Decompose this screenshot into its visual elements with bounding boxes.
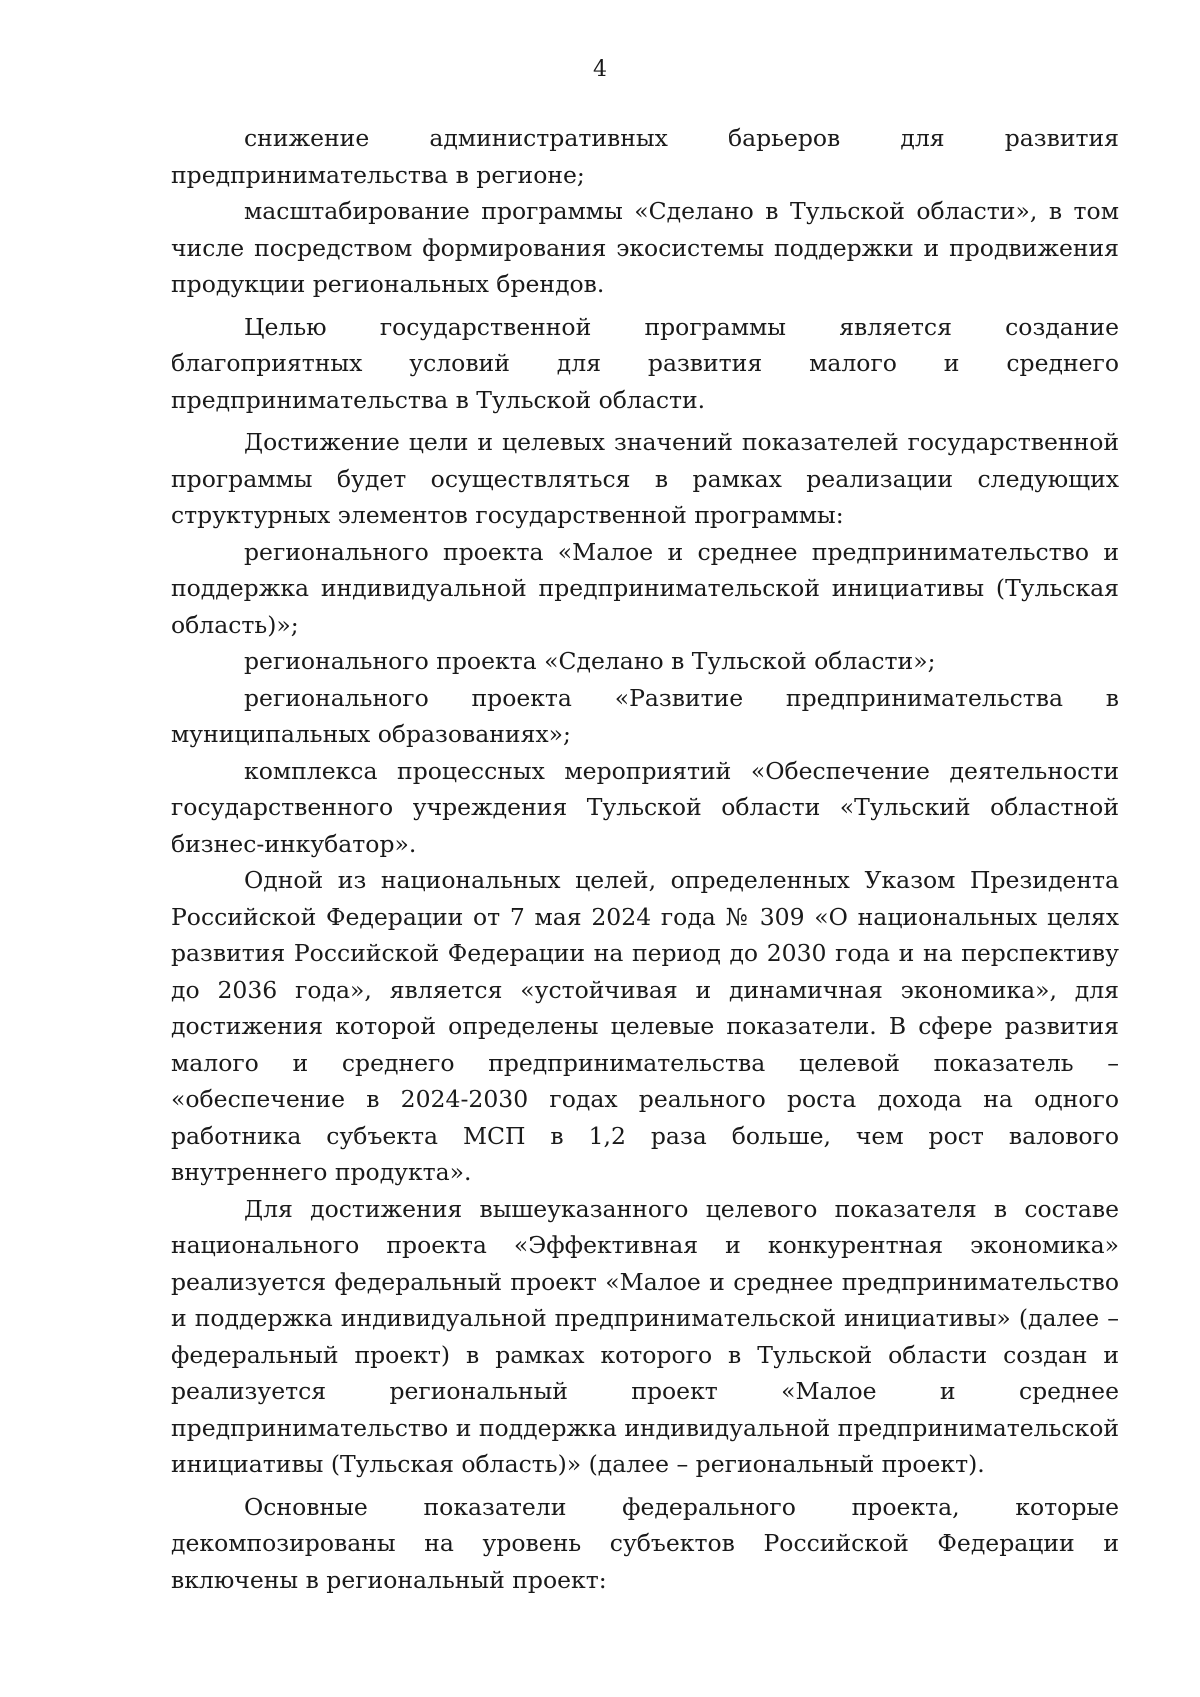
paragraph-national-goals: Одной из национальных целей, определенных Указом Президента Российской Федерации от 7 мая 2024 года № 309 «О национальных целях развития Российской Федерации на период до 2030 года и на перспективу до 2036 года», является «устойчивая и динамичная экономика», для достижения которой определены целевые показатели. В сфере развития малого и среднего предпринимательства целевой показатель – «обеспечение в 2024-2030 годах реального роста дохода на одного работника субъекта МСП в 1,2 раза больше, чем рост валового внутреннего продукта». bbox=[171, 866, 1119, 1186]
paragraph-federal-project: Для достижения вышеуказанного целевого показателя в составе национального проекта «Эффективная и конкурентная экономика» реализуется федеральный проект «Малое и среднее предпринимательство и поддержка индивидуальной предпринимательской инициативы» (далее – федеральный проект) в рамках которого в Тульской области создан и реализуется региональный проект «Малое и среднее предпринимательство и поддержка индивидуальной предпринимательской инициативы (Тульская область)» (далее – региональный проект). bbox=[171, 1194, 1120, 1478]
page-number: 4 bbox=[593, 57, 607, 82]
paragraph-regional-project-municipal: регионального проекта «Развитие предпринимательства в муниципальных образованиях»; bbox=[171, 683, 1119, 748]
document-body bbox=[171, 120, 1119, 1598]
paragraph-admin-barriers: снижение административных барьеров для развития предпринимательства в регионе; bbox=[171, 124, 1119, 189]
paragraph-goal-achievement: Достижение цели и целевых значений показателей государственной программы будет осуществляться в рамках реализации следующих структурных элементов государственной программы: bbox=[171, 428, 1119, 529]
paragraph-process-measures: комплекса процессных мероприятий «Обеспечение деятельности государственного учреждения Тульской области «Тульский областной бизнес-инкубатор». bbox=[171, 756, 1119, 858]
paragraph-program-scaling: масштабирование программы «Сделано в Тульской области», в том числе посредством формирования экосистемы поддержки и продвижения продукции региональных брендов. bbox=[171, 197, 1119, 298]
paragraph-regional-project-made-in-tula: регионального проекта «Сделано в Тульской области»; bbox=[244, 647, 936, 675]
paragraph-main-indicators: Основные показатели федерального проекта, которые декомпозированы на уровень субъектов Российской Федерации и включены в региональный проект: bbox=[171, 1492, 1119, 1594]
paragraph-regional-project-msp: регионального проекта «Малое и среднее предпринимательство и поддержка индивидуальной предпринимательской инициативы (Тульская область)»; bbox=[171, 537, 1119, 639]
paragraph-program-goal: Целью государственной программы является создание благоприятных условий для развития малого и среднего предпринимательства в Тульской области. bbox=[171, 312, 1119, 414]
